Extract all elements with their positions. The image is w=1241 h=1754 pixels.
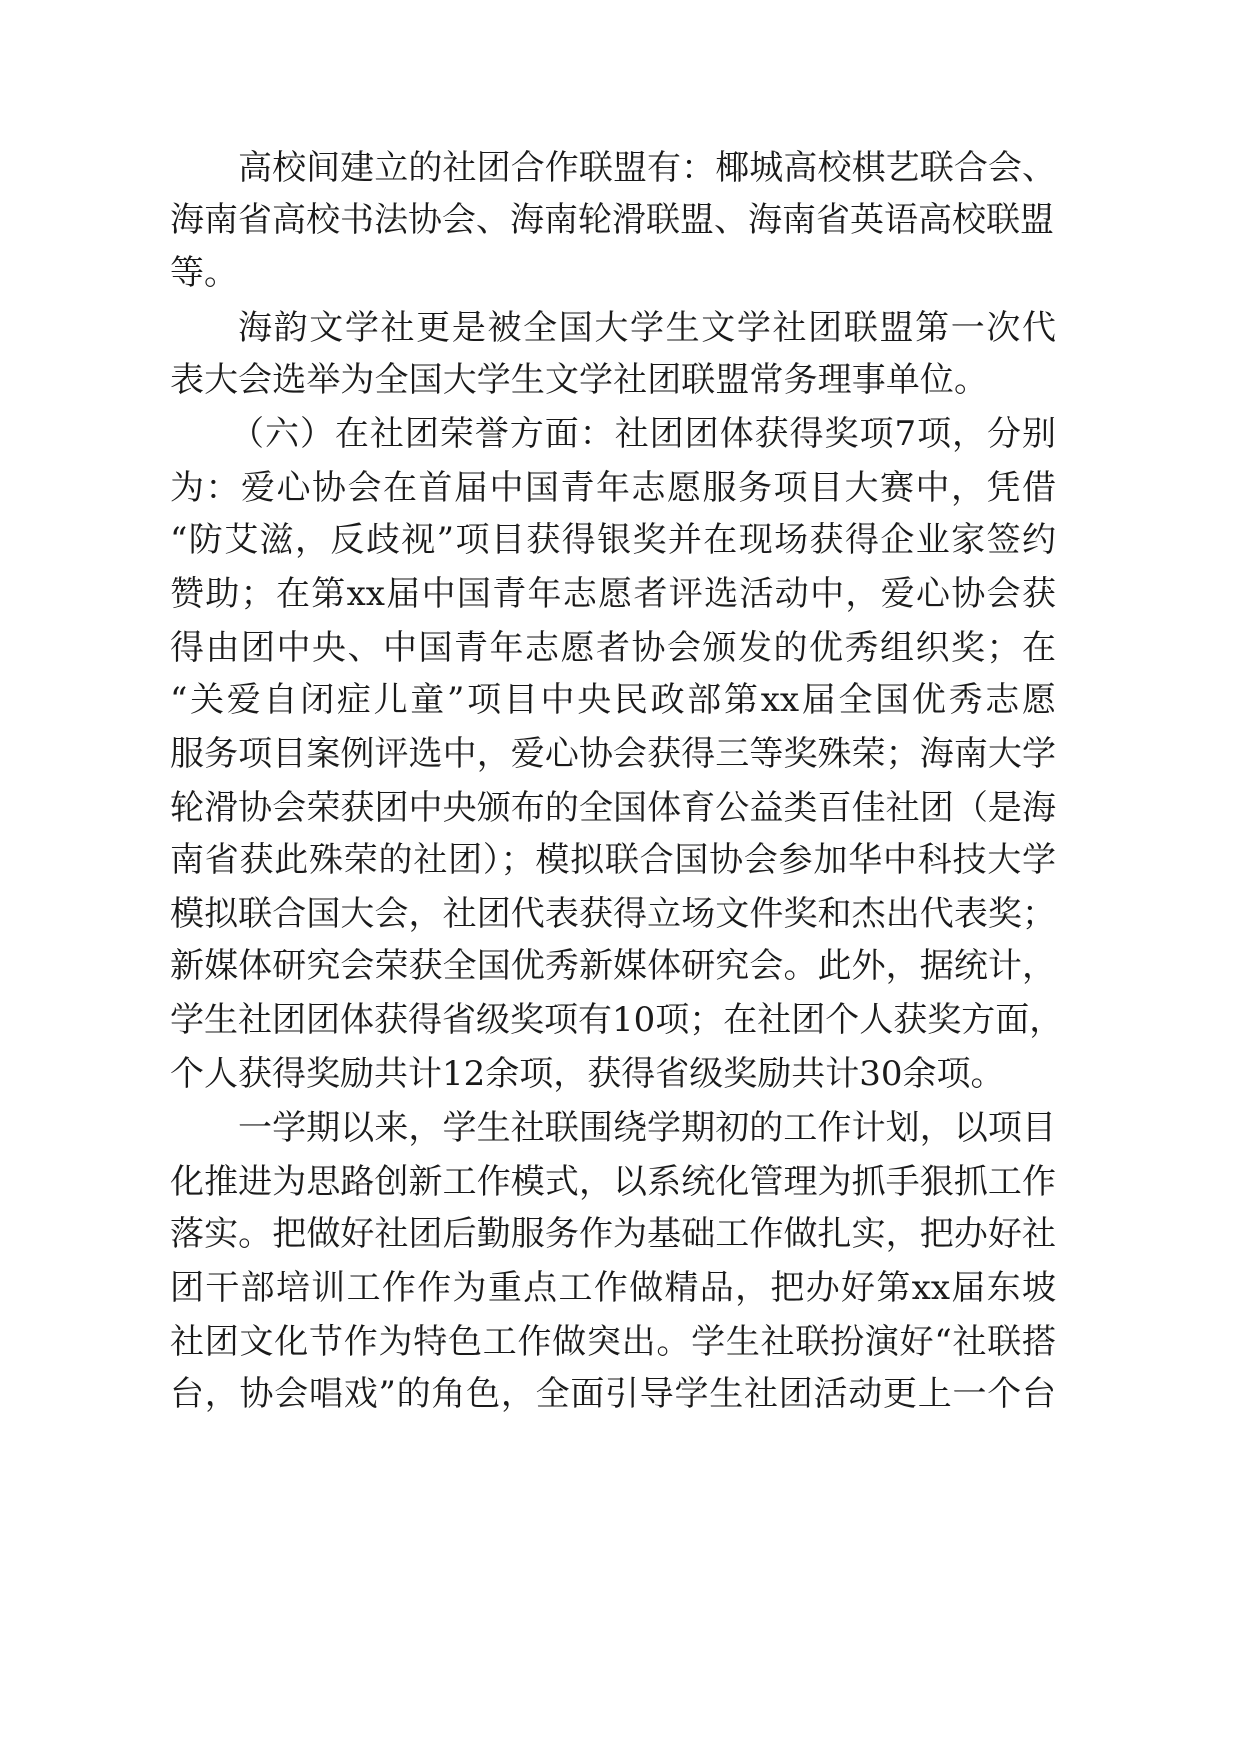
text-line [0,936,1241,996]
text-line [0,1152,1241,1212]
text-line [0,670,1241,730]
line-text: 一学期以来，学生社联围绕学期初的工作计划，以项目 [238,1108,1056,1148]
text-line [0,350,1241,410]
line-text: （六）在社团荣誉方面：社团团体获得奖项7项，分别 [230,414,1056,454]
line-text: 个人获得奖励共计12余项，获得省级奖励共计30余项。 [170,1054,1005,1094]
line-text: 高校间建立的社团合作联盟有：椰城高校棋艺联合会、 [238,148,1056,188]
line-text: 模拟联合国大会，社团代表获得立场文件奖和杰出代表奖； [170,894,1056,934]
line-text: 得由团中央、中国青年志愿者协会颁发的优秀组织奖；在 [170,628,1056,668]
line-text: 海韵文学社更是被全国大学生文学社团联盟第一次代 [238,308,1056,348]
line-text: 海南省高校书法协会、海南轮滑联盟、海南省英语高校联盟 [170,200,1054,240]
line-text: 落实。把做好社团后勤服务作为基础工作做扎实，把办好社 [170,1214,1056,1254]
text-line [0,618,1241,678]
line-text: 团干部培训工作作为重点工作做精品，把办好第xx届东坡 [170,1268,1056,1308]
text-line [0,1098,1241,1158]
text-line [0,1364,1241,1424]
line-text: 社团文化节作为特色工作做突出。学生社联扮演好“社联搭 [170,1322,1056,1362]
line-text: 轮滑协会荣获团中央颁布的全国体育公益类百佳社团（是海 [170,788,1056,828]
text-line [0,404,1241,464]
text-line [0,1312,1241,1372]
line-text: “关爱自闭症儿童”项目中央民政部第xx届全国优秀志愿 [170,680,1056,720]
line-text: 服务项目案例评选中，爱心协会获得三等奖殊荣；海南大学 [170,734,1056,774]
text-line [0,243,1241,303]
text-line [0,1258,1241,1318]
text-line [0,1204,1241,1264]
text-line [0,564,1241,624]
text-line [0,990,1241,1050]
line-text: 赞助；在第xx届中国青年志愿者评选活动中，爱心协会获 [170,574,1056,614]
text-line [0,778,1241,838]
text-line [0,138,1241,198]
text-line [0,884,1241,944]
text-line [0,1044,1241,1104]
line-text: “防艾滋，反歧视”项目获得银奖并在现场获得企业家签约 [170,520,1056,560]
text-line [0,830,1241,890]
line-text: 为：爱心协会在首届中国青年志愿服务项目大赛中，凭借 [170,468,1056,508]
line-text: 新媒体研究会荣获全国优秀新媒体研究会。此外，据统计， [170,946,1056,986]
line-text: 等。 [170,253,238,293]
text-line [0,458,1241,518]
line-text: 化推进为思路创新工作模式，以系统化管理为抓手狠抓工作 [170,1162,1056,1202]
line-text: 学生社团团体获得省级奖项有10项；在社团个人获奖方面， [170,1000,1064,1040]
text-line [0,510,1241,570]
line-text: 台，协会唱戏”的角色，全面引导学生社团活动更上一个台 [170,1374,1056,1414]
text-line [0,724,1241,784]
text-line [0,190,1241,250]
line-text: 南省获此殊荣的社团）；模拟联合国协会参加华中科技大学 [170,840,1056,880]
line-text: 表大会选举为全国大学生文学社团联盟常务理事单位。 [170,360,988,400]
text-line [0,298,1241,358]
